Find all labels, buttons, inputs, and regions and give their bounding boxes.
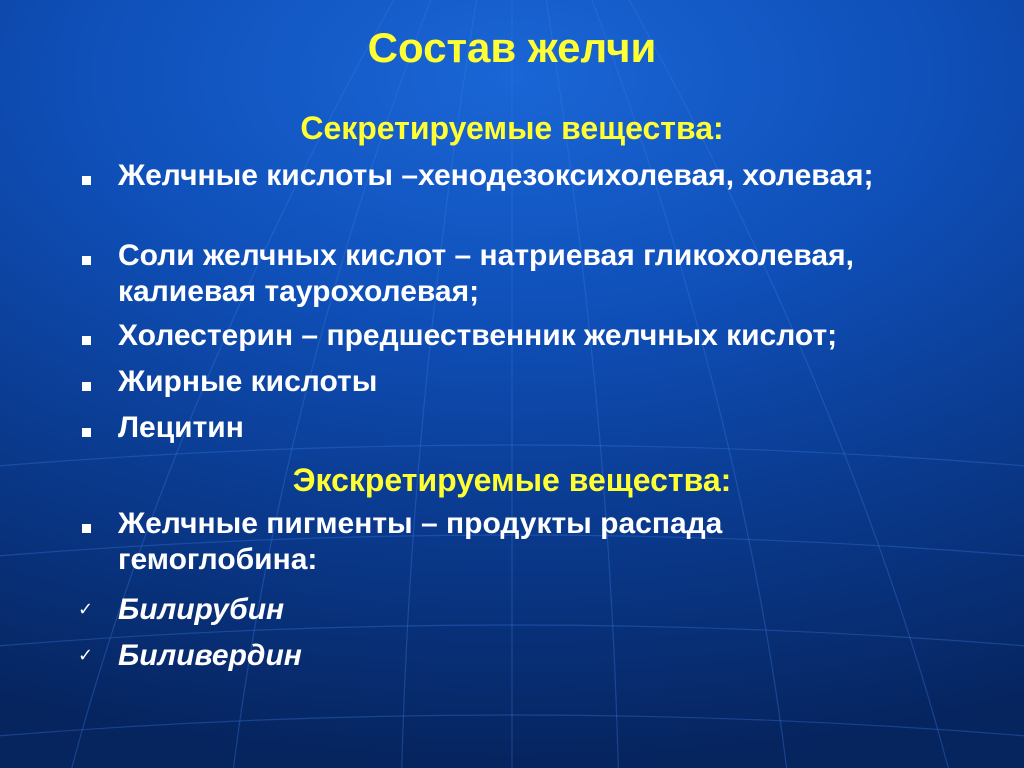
- bullet-square-icon: [82, 382, 91, 391]
- excreted-item-1: Желчные пигменты – продукты распада гемоглобина:: [118, 507, 723, 576]
- secreted-item-4: Жирные кислоты: [118, 365, 378, 398]
- checkmark-icon: ✓: [78, 645, 94, 666]
- bullet-square-icon: [82, 256, 91, 265]
- bullet-square-icon: [82, 428, 91, 437]
- secreted-heading: Секретируемые вещества:: [300, 110, 724, 146]
- slide-title: Состав желчи: [367, 24, 657, 71]
- excreted-subitem-1: Билирубин: [118, 593, 285, 626]
- bullet-square-icon: [82, 524, 91, 533]
- excreted-subitem-2: Биливердин: [118, 639, 302, 672]
- bullet-square-icon: [82, 336, 91, 345]
- secreted-item-2: Соли желчных кислот – натриевая гликохолевая, калиевая таурохолевая;: [118, 239, 854, 308]
- bullet-square-icon: [82, 176, 91, 185]
- checkmark-icon: ✓: [78, 599, 94, 620]
- secreted-item-3: Холестерин – предшественник желчных кислот;: [118, 319, 838, 352]
- excreted-heading: Экскретируемые вещества:: [292, 462, 732, 498]
- secreted-item-1: Желчные кислоты –хенодезоксихолевая, холевая;: [118, 159, 874, 192]
- secreted-item-5: Лецитин: [118, 411, 244, 444]
